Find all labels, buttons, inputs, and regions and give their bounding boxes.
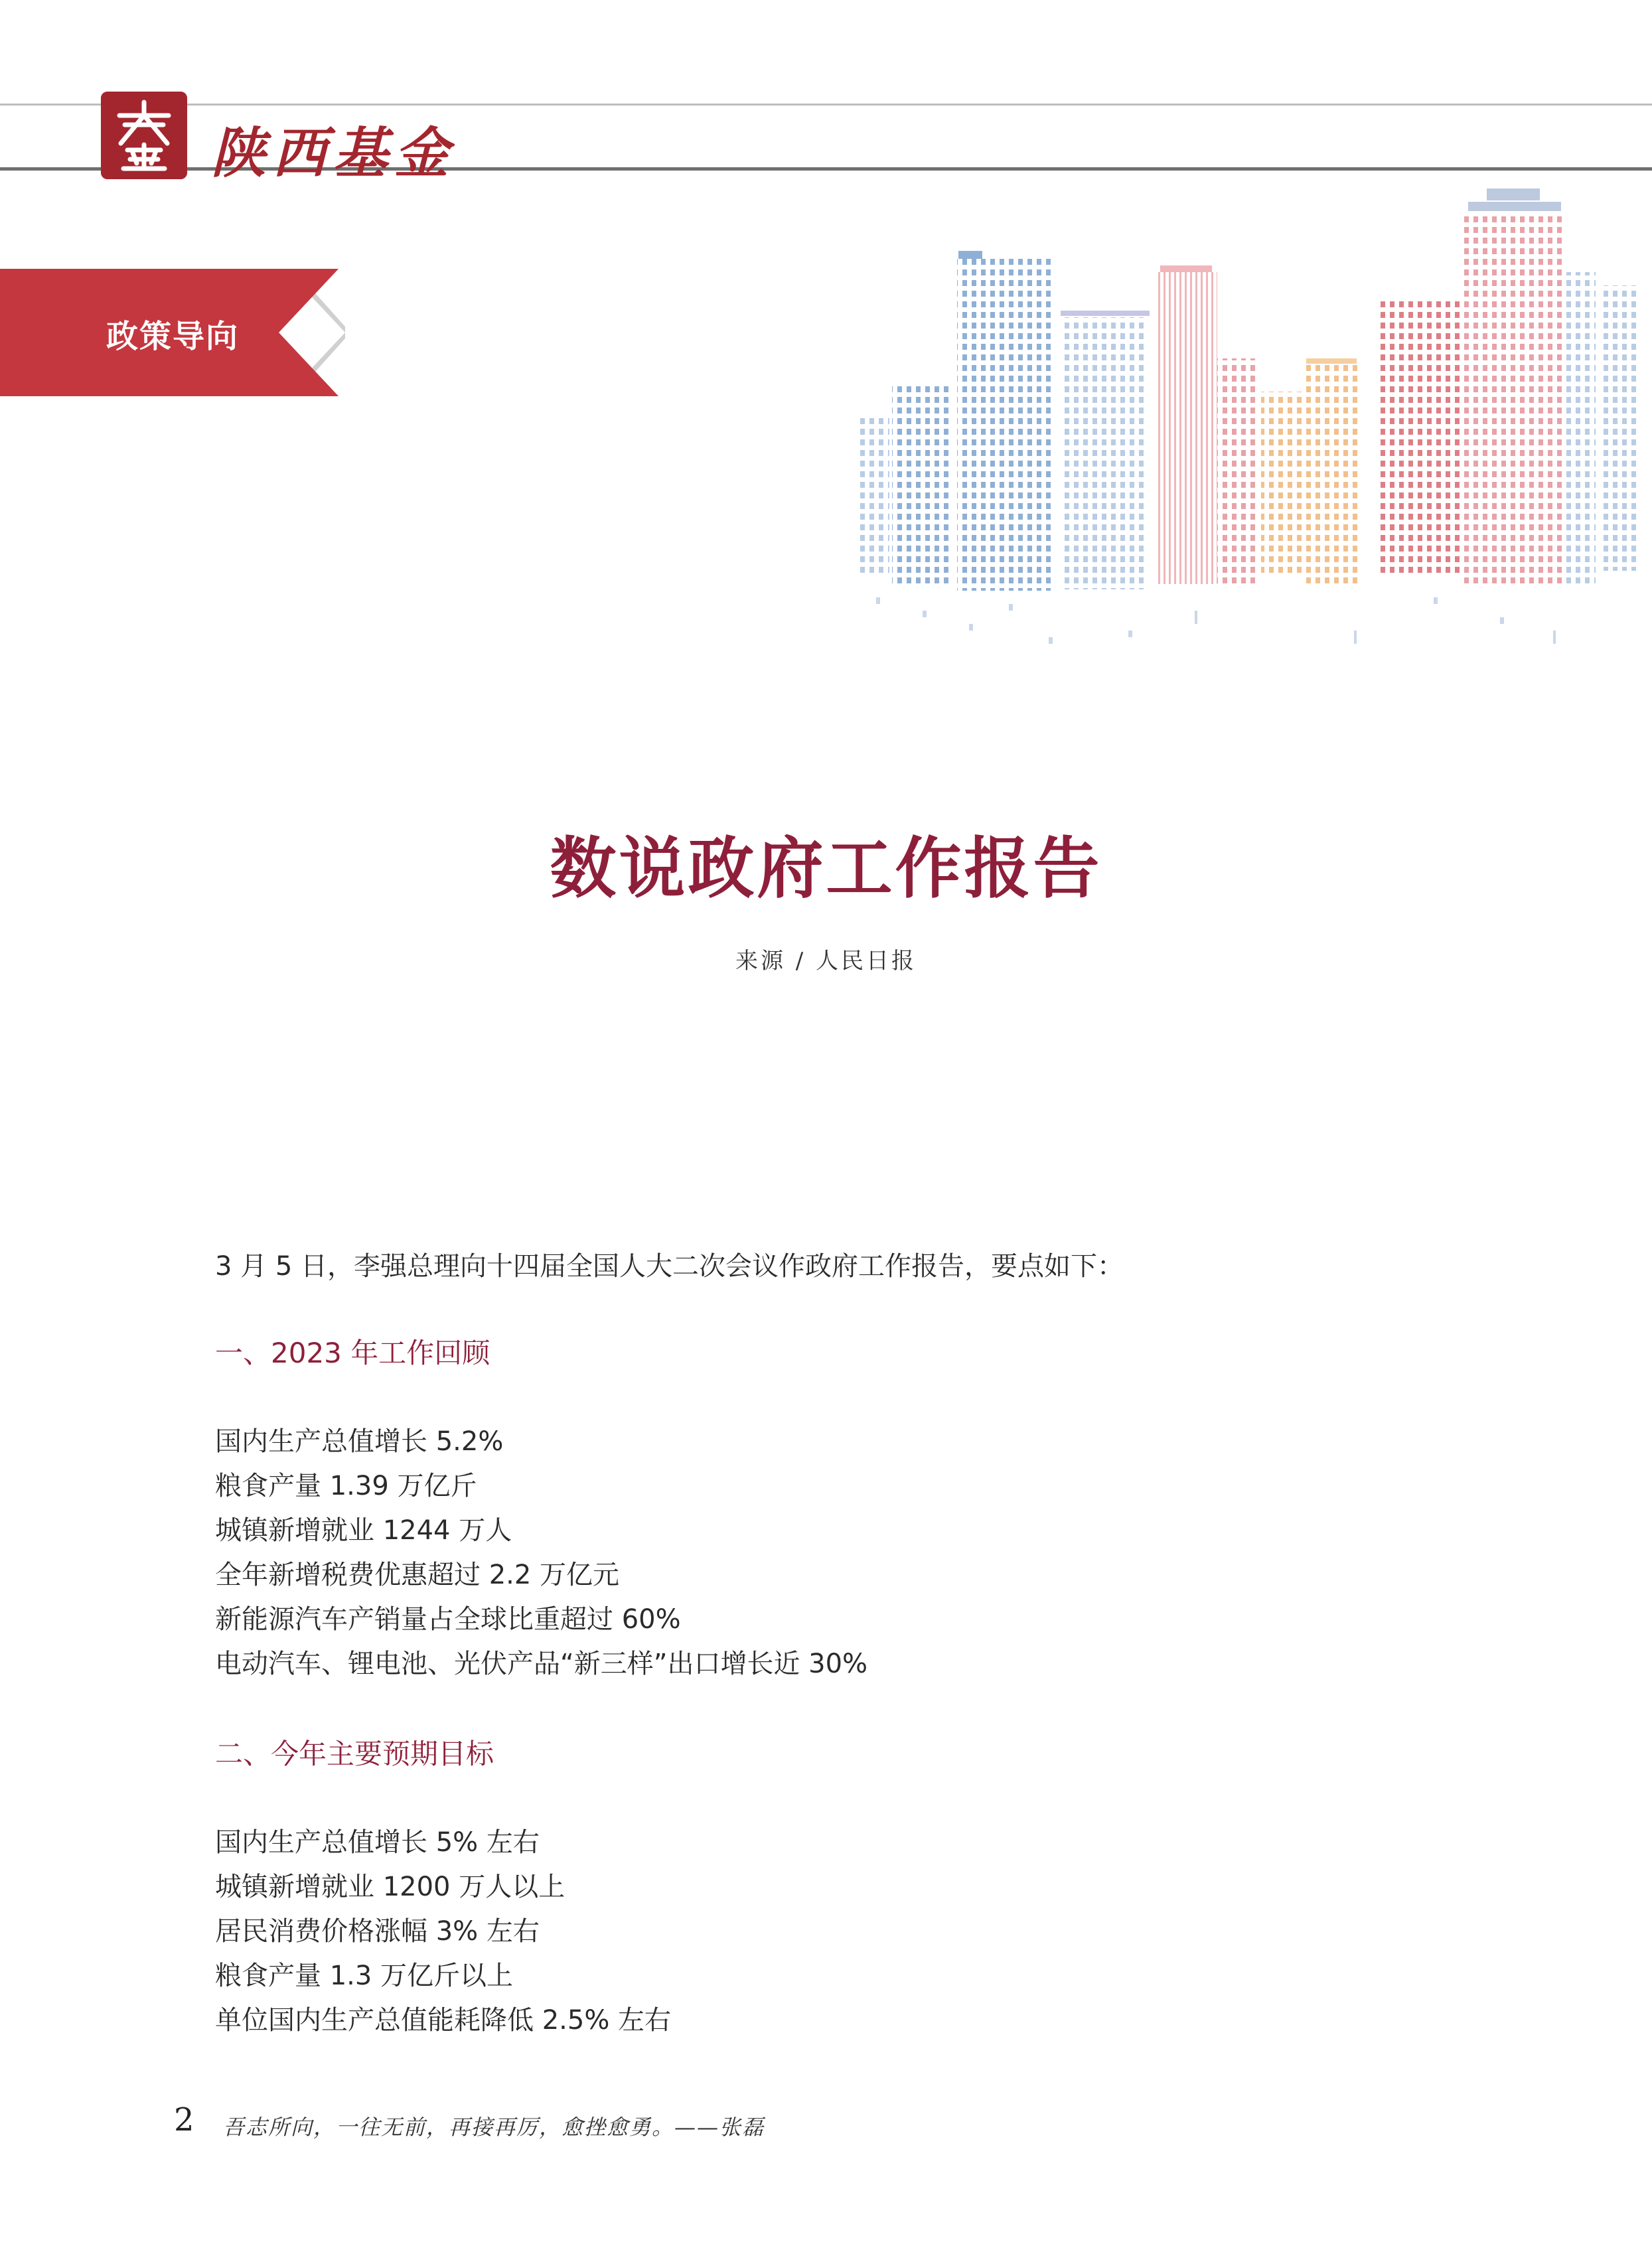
article-title: 数说政府工作报告	[550, 829, 1102, 907]
city-skyline-illustration	[850, 173, 1652, 677]
article-source: 来源 / 人民日报	[735, 948, 917, 974]
logo-emblem-icon	[101, 92, 187, 179]
list-item: 新能源汽车产销量占全球比重超过 60%	[215, 1604, 681, 1635]
section-tag-label: 政策导向	[106, 318, 240, 355]
list-item: 单位国内生产总值能耗降低 2.5% 左右	[215, 2005, 672, 2036]
list-item: 城镇新增就业 1244 万人	[215, 1515, 512, 1546]
section-heading-targets: 二、今年主要预期目标	[215, 1738, 494, 1770]
list-item: 粮食产量 1.39 万亿斤	[215, 1471, 477, 1501]
header-rule-top	[0, 104, 1652, 106]
logo	[101, 92, 187, 179]
page-number: 2	[174, 2101, 194, 2138]
list-item: 电动汽车、锂电池、光伏产品“新三样”出口增长近 30%	[215, 1649, 868, 1679]
list-item: 粮食产量 1.3 万亿斤以上	[215, 1961, 514, 1991]
list-item: 国内生产总值增长 5.2%	[215, 1426, 504, 1457]
list-item: 城镇新增就业 1200 万人以上	[215, 1872, 565, 1902]
brand-name: 陕西基金	[211, 121, 455, 185]
list-item: 全年新增税费优惠超过 2.2 万亿元	[215, 1560, 620, 1590]
list-item: 居民消费价格涨幅 3% 左右	[215, 1916, 540, 1947]
article-intro: 3 月 5 日，李强总理向十四届全国人大二次会议作政府工作报告，要点如下：	[215, 1251, 1124, 1282]
section-heading-review: 一、2023 年工作回顾	[215, 1337, 490, 1369]
list-item: 国内生产总值增长 5% 左右	[215, 1827, 540, 1858]
footer-quote: 吾志所向，一往无前，再接再厉，愈挫愈勇。——张磊	[223, 2115, 765, 2140]
